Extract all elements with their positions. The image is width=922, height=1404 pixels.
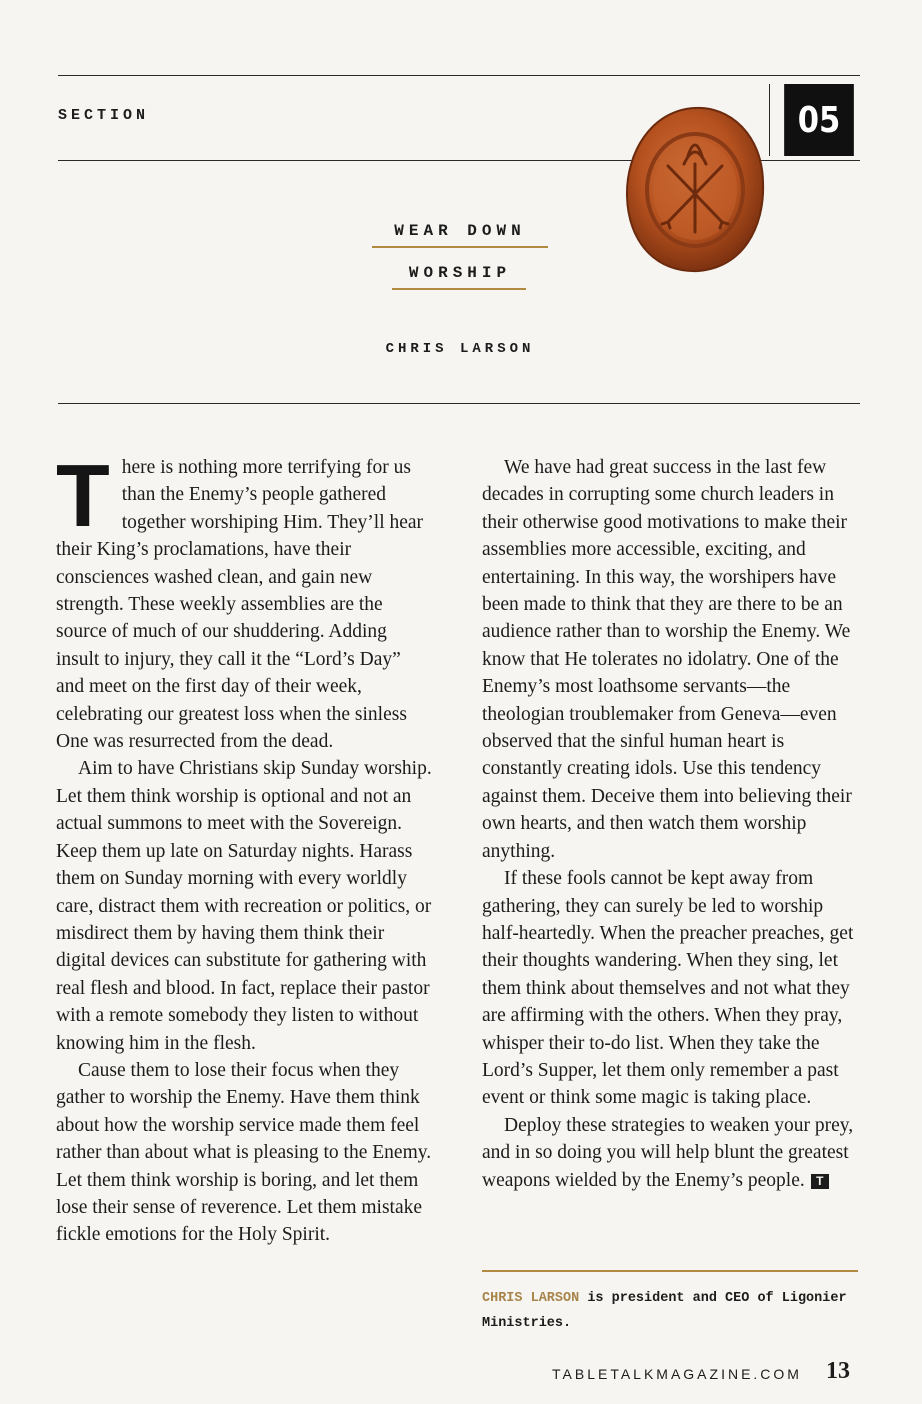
article-title-line1: WEAR DOWN	[394, 222, 526, 240]
article-title-line2: WORSHIP	[408, 264, 512, 282]
author-bio	[482, 1286, 862, 1336]
bio-text: is president and CEO of Ligonier Ministries.	[482, 1291, 847, 1331]
article-paragraph: Cause them to lose their focus when they gather to worship the Enemy. Have them think about how the worship service made them feel rather than about what is pleasing to the Enemy. Let them think worship is boring, and let them lose their sense of reverence. Let them mistake fickle emotions for the Holy Spirit.	[56, 1059, 432, 1246]
page-number: 13	[826, 1358, 850, 1384]
section-label: SECTION	[58, 107, 150, 124]
article-paragraph: We have had great success in the last few decades in corrupting some church leaders in their otherwise good motivations to make their assemblies more accessible, exciting, and entertaining. In this way, the worshipers have been made to think that they are there to be an audience rather than to worship the Enemy. We know that He tolerates no idolatry. One of the Enemy’s most loathsome servants—the theologian troublemaker from Geneva—even observed that the sinful human heart is constantly creating idols. Use this tendency against them. Deceive them into believing their own hearts, and then watch them worship anything.	[482, 457, 852, 862]
title-underline-1	[372, 246, 548, 248]
article-column-right	[482, 454, 858, 1194]
footer-url: TABLETALKMAGAZINE.COM	[552, 1366, 802, 1382]
drop-cap: T	[56, 446, 110, 545]
article-author: CHRIS LARSON	[385, 341, 535, 357]
article-paragraph: There is nothing more terrifying for us than the Enemy’s people gathered together worshiping Him. They’ll hear their King’s proclamations, have their consciences washed clean, and gain new strength. These weekly assemblies are the source of much of our shuddering. Adding insult to injury, they call it the “Lord’s Day” and meet on the first day of their week, celebrating our greatest loss when the sinless One was resurrected from the dead.	[56, 446, 424, 753]
section-number-divider	[769, 84, 770, 156]
bio-rule	[482, 1270, 858, 1272]
end-mark-icon: T	[811, 1174, 829, 1189]
article-paragraph: Aim to have Christians skip Sunday worship. Let them think worship is optional and not an actual summons to meet with the Sovereign. Keep them up late on Saturday nights. Harass them on Sunday morning with every worldly care, distract them with recreation or politics, or misdirect them by having them think their digital devices can substitute for gathering with real flesh and blood. In fact, replace their pastor with a remote somebody they listen to without knowing him in the flesh.	[56, 758, 432, 1054]
wax-seal-icon	[624, 104, 766, 274]
section-number: 05	[784, 84, 854, 156]
title-underline-2	[392, 288, 526, 290]
bio-name: CHRIS LARSON	[482, 1291, 580, 1306]
article-column-left	[56, 446, 432, 1249]
byline-rule	[58, 403, 860, 404]
article-paragraph: Deploy these strategies to weaken your prey, and in so doing you will help blunt the greatest weapons wielded by the Enemy’s people. T	[482, 1114, 854, 1191]
header-top-rule	[58, 75, 860, 76]
article-paragraph: If these fools cannot be kept away from gathering, they can surely be led to worship half-heartedly. When the preacher preaches, get their thoughts wandering. When they sing, let them think about themselves and not what they are affirming with the others. When they pray, whisper their to-do list. When they take the Lord’s Supper, let them only remember a past event or think some magic is taking place.	[482, 868, 854, 1109]
